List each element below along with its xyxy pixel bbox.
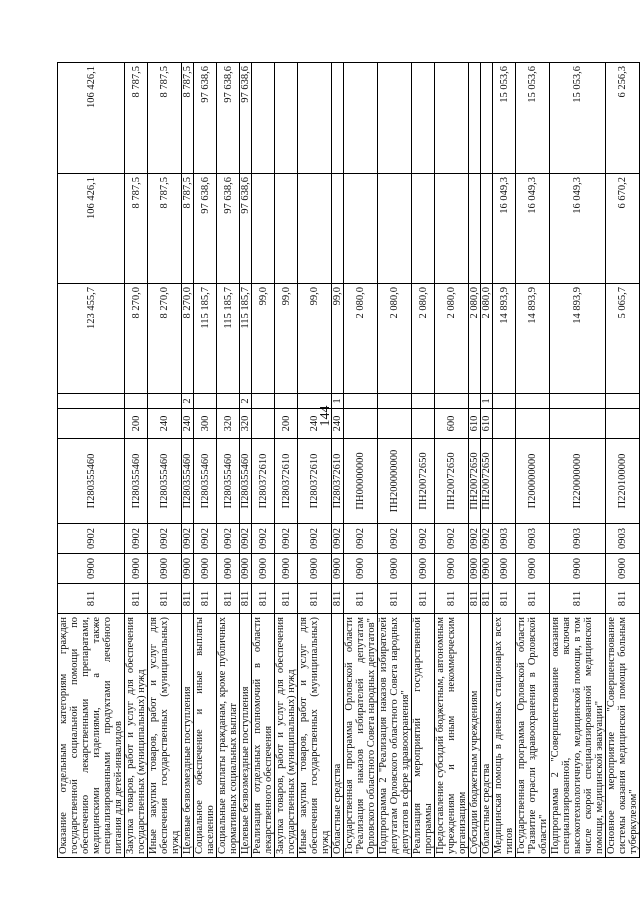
table-body	[58, 63, 640, 858]
expense-type-code: 320	[240, 409, 252, 439]
funding-source-code	[412, 394, 435, 409]
target-item-code: П280355460	[194, 439, 217, 524]
amount-year-1: 2 080,0	[435, 284, 469, 394]
subsection-code: 0902	[435, 524, 469, 554]
amount-year-2	[344, 174, 378, 284]
amount-year-2	[298, 174, 332, 284]
target-item-code: ПН20072650	[481, 439, 493, 524]
amount-year-3	[481, 63, 493, 174]
subsection-code: 0902	[298, 524, 332, 554]
subsection-code: 0902	[252, 524, 275, 554]
funding-source-code	[378, 394, 412, 409]
amount-year-2: 97 638,6	[194, 174, 217, 284]
amount-year-1: 123 455,7	[58, 284, 125, 394]
table-row	[182, 63, 194, 858]
target-item-code: П280355460	[58, 439, 125, 524]
amount-year-1: 2 080,0	[481, 284, 493, 394]
funding-source-code	[194, 394, 217, 409]
target-item-code: П280355460	[182, 439, 194, 524]
ministry-code: 811	[217, 584, 240, 614]
amount-year-2: 8 787,5	[125, 174, 148, 284]
funding-source-code	[275, 394, 298, 409]
funding-source-code	[516, 394, 550, 409]
amount-year-2: 16 049,3	[493, 174, 516, 284]
target-item-code: П280372610	[332, 439, 344, 524]
row-name: Реализация отдельных полномочий в области лекарственного обеспечения	[252, 614, 275, 858]
expense-type-code: 610	[481, 409, 493, 439]
funding-source-code	[493, 394, 516, 409]
row-name: Целевые безвозмездные поступления	[182, 614, 194, 858]
target-item-code: П280355460	[148, 439, 182, 524]
table-row	[550, 63, 606, 858]
amount-year-3: 97 638,6	[217, 63, 240, 174]
subsection-code: 0903	[606, 524, 640, 554]
subsection-code: 0903	[516, 524, 550, 554]
table-row	[298, 63, 332, 858]
row-name: Медицинская помощь в дневных стационарах всех типов	[493, 614, 516, 858]
row-name: Государственная программа Орловской области "Развитие отрасли здравоохранения в Орловской области"	[516, 614, 550, 858]
section-code: 0900	[493, 554, 516, 584]
expense-type-code: 240	[182, 409, 194, 439]
row-name: Закупка товаров, работ и услуг для обеспечения государственных (муниципальных) нужд	[275, 614, 298, 858]
subsection-code: 0902	[481, 524, 493, 554]
ministry-code: 811	[412, 584, 435, 614]
amount-year-2: 16 049,3	[516, 174, 550, 284]
target-item-code: ПН200000000	[378, 439, 412, 524]
expense-type-code	[344, 409, 378, 439]
funding-source-code: 1	[481, 394, 493, 409]
amount-year-2	[252, 174, 275, 284]
amount-year-1: 5 065,7	[606, 284, 640, 394]
amount-year-2	[332, 174, 344, 284]
table-row	[412, 63, 435, 858]
amount-year-3: 97 638,6	[240, 63, 252, 174]
amount-year-3	[469, 63, 481, 174]
table-row	[275, 63, 298, 858]
section-code: 0900	[412, 554, 435, 584]
ministry-code: 811	[58, 584, 125, 614]
row-name: Оказание отдельным категориям граждан государственной социальной помощи по обеспечению лекарственными препаратами, медицинскими изделиями, а также специализированными продуктами лечебного питания для детей-инвалидов	[58, 614, 125, 858]
amount-year-3: 8 787,5	[148, 63, 182, 174]
row-name: Государственная программа Орловской области "Реализация наказов избирателей депутатам Орловского областного Совета народных депутатов"	[344, 614, 378, 858]
funding-source-code	[344, 394, 378, 409]
expense-type-code: 610	[469, 409, 481, 439]
target-item-code: ПН00000000	[344, 439, 378, 524]
subsection-code: 0903	[550, 524, 606, 554]
ministry-code: 811	[332, 584, 344, 614]
amount-year-1: 115 185,7	[217, 284, 240, 394]
amount-year-1: 8 270,0	[125, 284, 148, 394]
target-item-code: П280372610	[298, 439, 332, 524]
expense-type-code: 320	[217, 409, 240, 439]
section-code: 0900	[606, 554, 640, 584]
ministry-code: 811	[493, 584, 516, 614]
table-row	[516, 63, 550, 858]
amount-year-2: 97 638,6	[217, 174, 240, 284]
funding-source-code	[148, 394, 182, 409]
amount-year-3	[275, 63, 298, 174]
row-name: Социальное обеспечение и иные выплаты населению	[194, 614, 217, 858]
section-code: 0900	[435, 554, 469, 584]
section-code: 0900	[58, 554, 125, 584]
subsection-code: 0902	[58, 524, 125, 554]
table-row	[378, 63, 412, 858]
target-item-code: П280355460	[125, 439, 148, 524]
section-code: 0900	[298, 554, 332, 584]
ministry-code: 811	[125, 584, 148, 614]
amount-year-1: 14 893,9	[493, 284, 516, 394]
expense-type-code: 240	[298, 409, 332, 439]
expense-type-code	[412, 409, 435, 439]
expense-type-code	[493, 409, 516, 439]
expense-type-code	[58, 409, 125, 439]
subsection-code: 0902	[182, 524, 194, 554]
table-row	[435, 63, 469, 858]
row-name: Подпрограмма 2 "Совершенствование оказания специализированной, включая высокотехнологичную, медицинской помощи, в том числе скорой специализированной медицинской помощи, медицинской эвакуации"	[550, 614, 606, 858]
funding-source-code	[606, 394, 640, 409]
subsection-code: 0902	[217, 524, 240, 554]
row-name: Областные средства	[332, 614, 344, 858]
amount-year-2: 6 670,2	[606, 174, 640, 284]
target-item-code: П280372610	[252, 439, 275, 524]
subsection-code: 0902	[148, 524, 182, 554]
ministry-code: 811	[469, 584, 481, 614]
expense-type-code	[516, 409, 550, 439]
amount-year-2: 8 787,5	[148, 174, 182, 284]
amount-year-3: 15 053,6	[516, 63, 550, 174]
table-row	[125, 63, 148, 858]
funding-source-code	[550, 394, 606, 409]
expense-type-code: 240	[332, 409, 344, 439]
row-name: Иные закупки товаров, работ и услуг для обеспечения государственных (муниципальных) нужд	[298, 614, 332, 858]
amount-year-1: 8 270,0	[182, 284, 194, 394]
row-name: Реализация мероприятий государственной программы	[412, 614, 435, 858]
ministry-code: 811	[606, 584, 640, 614]
ministry-code: 811	[298, 584, 332, 614]
amount-year-1: 115 185,7	[194, 284, 217, 394]
amount-year-3: 15 053,6	[493, 63, 516, 174]
row-name: Социальные выплаты гражданам, кроме публичных нормативных социальных выплат	[217, 614, 240, 858]
ministry-code: 811	[194, 584, 217, 614]
subsection-code: 0902	[412, 524, 435, 554]
section-code: 0900	[275, 554, 298, 584]
amount-year-3: 15 053,6	[550, 63, 606, 174]
ministry-code: 811	[516, 584, 550, 614]
table-row	[148, 63, 182, 858]
amount-year-3: 8 787,5	[125, 63, 148, 174]
amount-year-3: 8 787,5	[182, 63, 194, 174]
funding-source-code	[298, 394, 332, 409]
target-item-code	[493, 439, 516, 524]
expense-type-code	[252, 409, 275, 439]
ministry-code: 811	[481, 584, 493, 614]
table-row	[344, 63, 378, 858]
amount-year-2: 8 787,5	[182, 174, 194, 284]
ministry-code: 811	[435, 584, 469, 614]
table-row	[252, 63, 275, 858]
section-code: 0900	[378, 554, 412, 584]
amount-year-3: 106 426,1	[58, 63, 125, 174]
section-code: 0900	[332, 554, 344, 584]
expense-type-code: 200	[125, 409, 148, 439]
amount-year-2: 97 638,6	[240, 174, 252, 284]
amount-year-1: 2 080,0	[344, 284, 378, 394]
amount-year-3	[378, 63, 412, 174]
funding-source-code	[217, 394, 240, 409]
expense-type-code: 300	[194, 409, 217, 439]
funding-source-code: 2	[240, 394, 252, 409]
row-name: Предоставление субсидий бюджетным, автономным учреждениям и иным некоммерческим организациям	[435, 614, 469, 858]
expense-type-code	[550, 409, 606, 439]
amount-year-2	[481, 174, 493, 284]
amount-year-1: 99,0	[252, 284, 275, 394]
target-item-code: П220100000	[606, 439, 640, 524]
funding-source-code	[58, 394, 125, 409]
amount-year-3	[412, 63, 435, 174]
amount-year-1: 8 270,0	[148, 284, 182, 394]
amount-year-2	[469, 174, 481, 284]
expense-type-code: 600	[435, 409, 469, 439]
expense-type-code: 200	[275, 409, 298, 439]
amount-year-2	[435, 174, 469, 284]
ministry-code: 811	[550, 584, 606, 614]
amount-year-1: 99,0	[298, 284, 332, 394]
section-code: 0900	[550, 554, 606, 584]
section-code: 0900	[240, 554, 252, 584]
target-item-code: П280372610	[275, 439, 298, 524]
target-item-code: ПН20072650	[469, 439, 481, 524]
expense-type-code	[378, 409, 412, 439]
table-row	[481, 63, 493, 858]
amount-year-2	[275, 174, 298, 284]
amount-year-1: 2 080,0	[378, 284, 412, 394]
amount-year-1: 2 080,0	[412, 284, 435, 394]
section-code: 0900	[125, 554, 148, 584]
amount-year-1: 14 893,9	[550, 284, 606, 394]
section-code: 0900	[481, 554, 493, 584]
section-code: 0900	[148, 554, 182, 584]
amount-year-3	[332, 63, 344, 174]
amount-year-1: 115 185,7	[240, 284, 252, 394]
ministry-code: 811	[240, 584, 252, 614]
row-name: Основное мероприятие "Совершенствование системы оказания медицинской помощи больным туберкулезом"	[606, 614, 640, 858]
funding-source-code	[125, 394, 148, 409]
ministry-code: 811	[182, 584, 194, 614]
funding-source-code: 1	[332, 394, 344, 409]
table-row	[606, 63, 640, 858]
amount-year-2	[412, 174, 435, 284]
amount-year-2: 16 049,3	[550, 174, 606, 284]
target-item-code: ПН20072650	[412, 439, 435, 524]
table-row	[58, 63, 125, 858]
section-code: 0900	[469, 554, 481, 584]
subsection-code: 0903	[493, 524, 516, 554]
section-code: 0900	[217, 554, 240, 584]
table-row	[332, 63, 344, 858]
row-name: Целевые безвозмездные поступления	[240, 614, 252, 858]
target-item-code: П280355460	[240, 439, 252, 524]
ministry-code: 811	[252, 584, 275, 614]
amount-year-1: 99,0	[275, 284, 298, 394]
row-name: Подпрограмма 2 "Реализация наказов избирателей депутатам Орловского областного Совета народных депутатов в сфере здравоохранения"	[378, 614, 412, 858]
amount-year-3	[344, 63, 378, 174]
row-name: Закупка товаров, работ и услуг для обеспечения государственных (муниципальных) нужд	[125, 614, 148, 858]
table-row	[469, 63, 481, 858]
amount-year-2	[378, 174, 412, 284]
amount-year-3: 97 638,6	[194, 63, 217, 174]
amount-year-2: 106 426,1	[58, 174, 125, 284]
ministry-code: 811	[344, 584, 378, 614]
section-code: 0900	[182, 554, 194, 584]
ministry-code: 811	[148, 584, 182, 614]
table-row	[493, 63, 516, 858]
funding-source-code	[252, 394, 275, 409]
target-item-code: ПН20072650	[435, 439, 469, 524]
table-row	[194, 63, 217, 858]
row-name: Иные закупки товаров, работ и услуг для обеспечения государственных (муниципальных) нужд	[148, 614, 182, 858]
funding-source-code: 2	[182, 394, 194, 409]
subsection-code: 0902	[344, 524, 378, 554]
table-row	[240, 63, 252, 858]
subsection-code: 0902	[378, 524, 412, 554]
ministry-code: 811	[378, 584, 412, 614]
subsection-code: 0902	[125, 524, 148, 554]
subsection-code: 0902	[194, 524, 217, 554]
subsection-code: 0902	[469, 524, 481, 554]
subsection-code: 0902	[240, 524, 252, 554]
section-code: 0900	[344, 554, 378, 584]
table-row	[217, 63, 240, 858]
amount-year-1: 99,0	[332, 284, 344, 394]
section-code: 0900	[252, 554, 275, 584]
expense-type-code: 240	[148, 409, 182, 439]
page-number: 144	[318, 405, 333, 427]
rotated-page-content	[57, 63, 640, 858]
funding-source-code	[435, 394, 469, 409]
amount-year-1: 2 080,0	[469, 284, 481, 394]
amount-year-3	[435, 63, 469, 174]
budget-table	[57, 62, 640, 858]
section-code: 0900	[516, 554, 550, 584]
target-item-code: П220000000	[550, 439, 606, 524]
amount-year-3	[252, 63, 275, 174]
subsection-code: 0902	[275, 524, 298, 554]
section-code: 0900	[194, 554, 217, 584]
expense-type-code	[606, 409, 640, 439]
row-name: Субсидии бюджетным учреждениям	[469, 614, 481, 858]
amount-year-3: 6 256,3	[606, 63, 640, 174]
amount-year-1: 14 893,9	[516, 284, 550, 394]
row-name: Областные средства	[481, 614, 493, 858]
funding-source-code	[469, 394, 481, 409]
ministry-code: 811	[275, 584, 298, 614]
amount-year-3	[298, 63, 332, 174]
target-item-code: П200000000	[516, 439, 550, 524]
target-item-code: П280355460	[217, 439, 240, 524]
subsection-code: 0902	[332, 524, 344, 554]
